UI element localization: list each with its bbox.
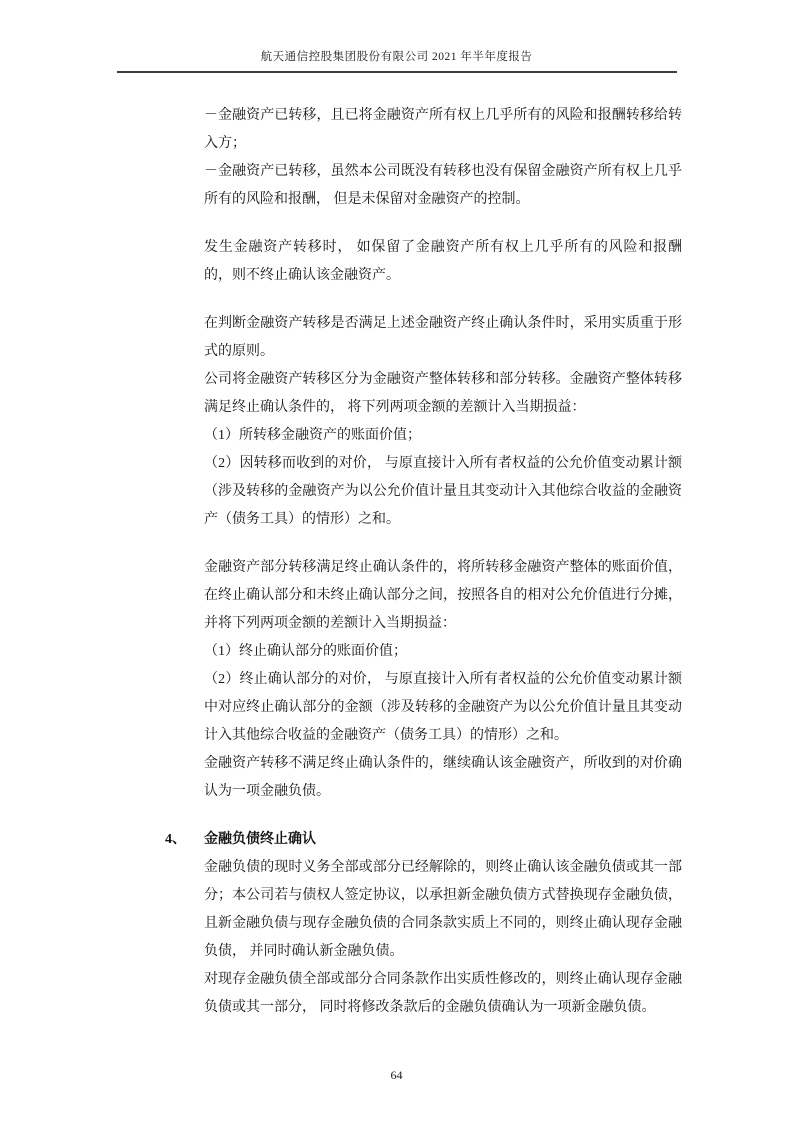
paragraph-transfer-occurs: 发生金融资产转移时， 如保留了金融资产所有权上几乎所有的风险和报酬的，则不终止确认该金融资产。 xyxy=(204,240,682,283)
list-item-whole-2: （2）因转移而收到的对价， 与原直接计入所有者权益的公允价值变动累计额（涉及转移的金融资产为以公允价值计量且其变动计入其他综合收益的金融资产（债务工具）的情形）之和。 xyxy=(204,456,682,527)
page-number: 64 xyxy=(390,1068,403,1082)
paragraph-not-qualified: 金融资产转移不满足终止确认条件的，继续确认该金融资产，所收到的对价确认为一项金融负债。 xyxy=(204,756,682,799)
list-item-partial-1: （1）终止确认部分的账面价值； xyxy=(204,644,407,659)
list-item-partial-2: （2）终止确认部分的对价， 与原直接计入所有者权益的公允价值变动累计额中对应终止确认部分的金额（涉及转移的金融资产为以公允价值计量且其变动计入其他综合收益的金融资产（债务工具）的情形）之和。 xyxy=(204,672,682,743)
paragraph-spacer xyxy=(204,806,682,826)
list-item-whole-1: （1）所转移金融资产的账面价值； xyxy=(204,428,421,443)
paragraph-spacer xyxy=(204,534,682,554)
paragraph-bullet-1: －金融资产已转移，且已将金融资产所有权上几乎所有的风险和报酬转移给转入方； xyxy=(204,108,682,151)
paragraph-substance-over-form: 在判断金融资产转移是否满足上述金融资产终止确认条件时，采用实质重于形式的原则。 xyxy=(204,316,682,359)
document-body xyxy=(165,102,682,1022)
paragraph-transfer-classification: 公司将金融资产转移区分为金融资产整体转移和部分转移。金融资产整体转移满足终止确认条件的， 将下列两项金额的差额计入当期损益： xyxy=(204,372,682,415)
page-header-title: 航天通信控股集团股份有限公司 2021 年半年度报告 xyxy=(260,51,533,63)
paragraph-spacer xyxy=(204,214,682,234)
section-4-heading xyxy=(165,826,682,854)
paragraph-spacer xyxy=(204,290,682,310)
section-4-number: 4、 xyxy=(165,832,186,847)
paragraph-bullet-2: －金融资产已转移，虽然本公司既没有转移也没有保留金融资产所有权上几乎所有的风险和报酬， 但是未保留对金融资产的控制。 xyxy=(204,164,682,207)
section-4-title: 金融负债终止确认 xyxy=(204,832,316,847)
header-divider xyxy=(117,71,677,73)
paragraph-partial-transfer: 金融资产部分转移满足终止确认条件的，将所转移金融资产整体的账面价值，在终止确认部分和未终止确认部分之间，按照各自的相对公允价值进行分摊，并将下列两项金额的差额计入当期损益： xyxy=(204,560,682,631)
paragraph-liability-derecognition-2: 对现存金融负债全部或部分合同条款作出实质性修改的，则终止确认现存金融负债或其一部分， 同时将修改条款后的金融负债确认为一项新金融负债。 xyxy=(204,972,682,1015)
paragraph-liability-derecognition-1: 金融负债的现时义务全部或部分已经解除的，则终止确认该金融负债或其一部分；本公司若与债权人签定协议，以承担新金融负债方式替换现存金融负债，且新金融负债与现存金融负债的合同条款实质上不同的，则终止确认现存金融负债， 并同时确认新金融负债。 xyxy=(204,860,682,959)
